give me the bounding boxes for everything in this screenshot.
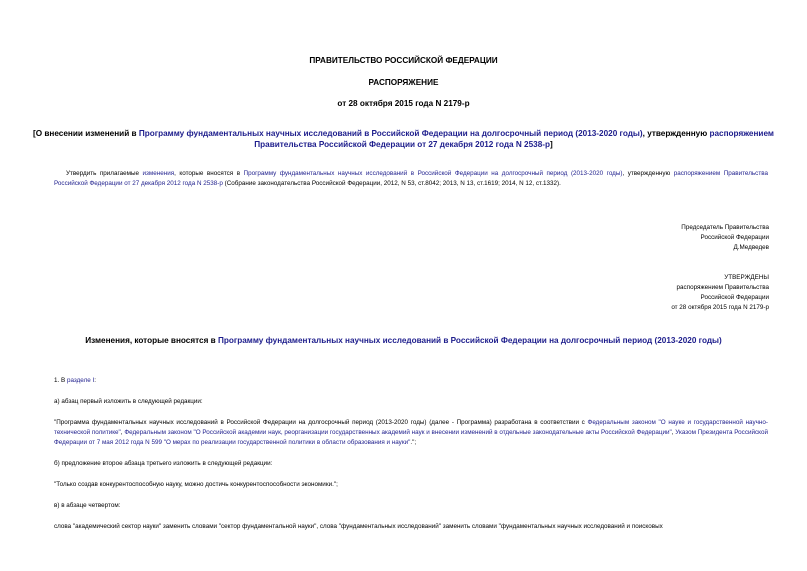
title-text-close: ] xyxy=(550,140,553,149)
signature-line-2: Российской Федерации xyxy=(700,234,769,241)
program-text-4: ."; xyxy=(410,439,417,446)
document-date-number: от 28 октября 2015 года N 2179-р xyxy=(337,99,470,108)
document-type: РАСПОРЯЖЕНИЕ xyxy=(368,78,439,87)
intro-link-changes[interactable]: изменения xyxy=(142,170,175,177)
replacement-paragraph: слова "академический сектор науки" заменить словами "сектор фундаментальной науки", слова "фундаментальных исследований" заменить словами "фундаментальных научных исследований и поисковых xyxy=(54,523,663,530)
title-link-program[interactable]: Программу фундаментальных научных исследований в Российской Федерации на долгосрочный период (2013-2020 годы) xyxy=(138,129,643,138)
item-a: а) абзац первый изложить в следующей редакции: xyxy=(54,398,203,405)
item-1-end: : xyxy=(94,377,97,384)
section-1-link[interactable]: разделе I xyxy=(66,377,95,384)
approval-line-1: УТВЕРЖДЕНЫ xyxy=(724,274,769,281)
intro-link-program[interactable]: Программу фундаментальных научных исследований в Российской Федерации на долгосрочный период (2013-2020 годы) xyxy=(243,170,623,177)
government-header: ПРАВИТЕЛЬСТВО РОССИЙСКОЙ ФЕДЕРАЦИИ xyxy=(309,56,498,65)
presidential-decree-link[interactable]: Указом Президента Российской Федерации от 7 мая 2012 года N 599 "О мерах по реализации государственной политики в области образования и науки" xyxy=(54,429,768,446)
intro-link-decree[interactable]: распоряжением Правительства Российской Федерации от 27 декабря 2012 года N 2538-р xyxy=(54,170,768,187)
approval-line-2: распоряжением Правительства xyxy=(676,284,769,291)
law-science-link[interactable]: Федеральным законом "О науке и государственной научно-технической политике" xyxy=(54,419,768,436)
quote-competitiveness: "Только создав конкурентоспособную науку, можно достичь конкурентоспособности экономики."; xyxy=(54,481,338,488)
document-title xyxy=(30,128,777,150)
item-1 xyxy=(54,376,96,386)
program-text-3: , xyxy=(671,429,676,436)
item-b: б) предложение второе абзаца третьего изложить в следующей редакции: xyxy=(54,460,273,467)
signature-line-3: Д.Медведев xyxy=(733,244,769,251)
approval-block xyxy=(671,273,769,313)
intro-text-2: , которые вносятся в xyxy=(174,170,244,177)
item-1-text: 1. В xyxy=(54,377,67,384)
title-link-decree[interactable]: распоряжением Правительства Российской Федерации от 27 декабря 2012 года N 2538-р xyxy=(254,129,774,149)
signature-block xyxy=(681,223,769,253)
approval-line-4: от 28 октября 2015 года N 2179-р xyxy=(671,304,769,311)
law-academy-link[interactable]: Федеральным законом "О Российской академии наук, реорганизации государственных академий наук и внесении изменений в отдельные законодательные акты Российской Федерации" xyxy=(124,429,672,436)
intro-text-1: Утвердить прилагаемые xyxy=(66,170,143,177)
program-paragraph xyxy=(54,418,768,448)
signature-line-1: Председатель Правительства xyxy=(681,224,769,231)
title-text-mid: , утвержденную xyxy=(642,129,710,138)
item-v: в) в абзаце четвертом: xyxy=(54,502,121,509)
intro-text-3: , утвержденную xyxy=(622,170,674,177)
program-text-1: "Программа фундаментальных научных исследований в Российской Федерации на долгосрочный период (2013-2020 годы) (далее - Программа) разработана в соответствии с xyxy=(54,419,588,426)
title-text-open: [О внесении изменений в xyxy=(33,129,139,138)
approval-line-3: Российской Федерации xyxy=(700,294,769,301)
changes-heading xyxy=(0,336,807,346)
program-text-2: , xyxy=(120,429,125,436)
intro-text-4: (Собрание законодательства Российской Федерации, 2012, N 53, ст.8042; 2013, N 13, ст.1619; 2014, N 12, ст.1332). xyxy=(222,180,561,187)
intro-paragraph xyxy=(54,169,768,189)
changes-heading-link[interactable]: Программу фундаментальных научных исследований в Российской Федерации на долгосрочный период (2013-2020 годы) xyxy=(217,336,722,345)
changes-heading-text: Изменения, которые вносятся в xyxy=(85,336,218,345)
